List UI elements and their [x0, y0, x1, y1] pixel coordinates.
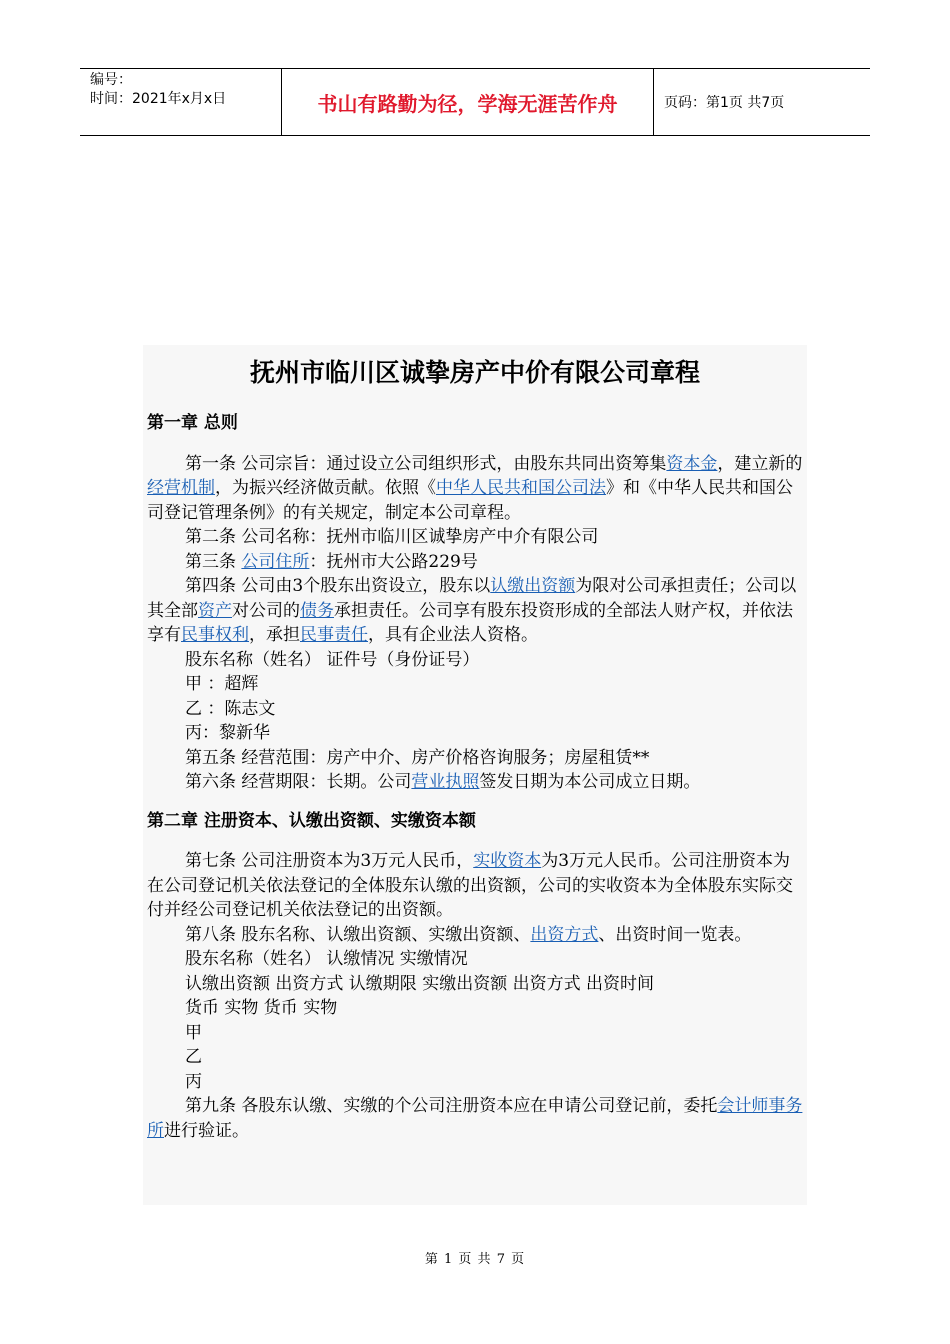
motto: 书山有路勤为径，学海无涯苦作舟 — [282, 69, 654, 135]
table-row: 甲 — [185, 1022, 202, 1043]
number-label: 编号： — [90, 72, 132, 88]
article-9: 第九条 各股东认缴、实缴的个公司注册资本应在申请公司登记前，委托会计师事务所进行验证。 — [147, 1096, 803, 1141]
article-3: 第三条 公司住所：抚州市大公路229号 — [185, 551, 478, 572]
page-footer: 第 1 页 共 7 页 — [424, 1252, 526, 1267]
link-company-address[interactable]: 公司住所 — [241, 551, 310, 572]
shareholder-2: 乙 ：陈志文 — [185, 698, 276, 719]
shareholder-1: 甲 ：超辉 — [185, 674, 259, 694]
time-label: 时间：2021年x月x日 — [90, 91, 227, 107]
table-row: 乙 — [185, 1047, 202, 1067]
link-paid-in-capital[interactable]: 实收资本 — [473, 851, 542, 871]
link-debt[interactable]: 债务 — [300, 600, 334, 621]
article-2: 第二条 公司名称：抚州市临川区诚挚房产中介有限公司 — [185, 527, 599, 547]
article-4: 第四条 公司由3个股东出资设立，股东以认缴出资额为限对公司承担责任；公司以其全部资产对公司的债务承担责任。公司享有股东投资形成的全部法人财产权，并依法享有民事权利，承担民事责任，具有企业法人资格。 — [147, 576, 797, 645]
article-6: 第六条 经营期限：长期。公司营业执照签发日期为本公司成立日期。 — [185, 772, 701, 792]
link-business-license[interactable]: 营业执照 — [411, 772, 480, 792]
article-5: 第五条 经营范围：房产中介、房产价格咨询服务；房屋租赁** — [185, 747, 650, 768]
shareholder-3: 丙：黎新华 — [185, 723, 270, 743]
article-8: 第八条 股东名称、认缴出资额、实缴出资额、出资方式、出资时间一览表。 — [185, 924, 752, 945]
page-code: 页码：第1页 共7页 — [664, 95, 785, 111]
table-row-types: 货币 实物 货币 实物 — [185, 998, 338, 1018]
page-header — [80, 68, 870, 136]
link-assets[interactable]: 资产 — [198, 600, 232, 621]
article-7: 第七条 公司注册资本为3万元人民币，实收资本为3万元人民币。公司注册资本为在公司登记机关依法登记的全体股东认缴的出资额，公司的实收资本为全体股东实际交付并经公司登记机关依法登记的出资额。 — [147, 851, 793, 920]
document-title: 抚州市临川区诚挚房产中价有限公司章程 — [249, 358, 700, 387]
chapter-2-heading: 第二章 注册资本、认缴出资额、实缴资本额 — [147, 810, 476, 831]
link-subscribed-capital[interactable]: 认缴出资额 — [490, 576, 576, 596]
link-civil-liability[interactable]: 民事责任 — [300, 625, 368, 645]
link-accounting-firm[interactable]: 会计师事务所 — [147, 1096, 803, 1141]
shareholder-header: 股东名称（姓名） 证件号（身份证号） — [185, 649, 480, 670]
link-contribution-method[interactable]: 出资方式 — [530, 924, 599, 945]
header-meta — [80, 69, 282, 135]
link-company-law[interactable]: 中华人民共和国公司法 — [436, 478, 606, 498]
link-civil-rights[interactable]: 民事权利 — [181, 625, 249, 645]
table-row: 丙 — [185, 1071, 202, 1092]
article-1: 第一条 公司宗旨：通过设立公司组织形式，由股东共同出资筹集资本金，建立新的经营机制，为振兴经济做贡献。依照《中华人民共和国公司法》和《中华人民共和国公司登记管理条例》的有关规定，制定本公司章程。 — [147, 453, 803, 523]
link-capital[interactable]: 资本金 — [666, 453, 718, 474]
chapter-1-heading: 第一章 总则 — [147, 413, 238, 433]
table-row-header: 股东名称（姓名） 认缴情况 实缴情况 — [185, 949, 468, 969]
link-business-mechanism[interactable]: 经营机制 — [147, 478, 215, 498]
table-row-subheader: 认缴出资额 出资方式 认缴期限 实缴出资额 出资方式 出资时间 — [185, 973, 655, 994]
document-body — [143, 345, 807, 1205]
